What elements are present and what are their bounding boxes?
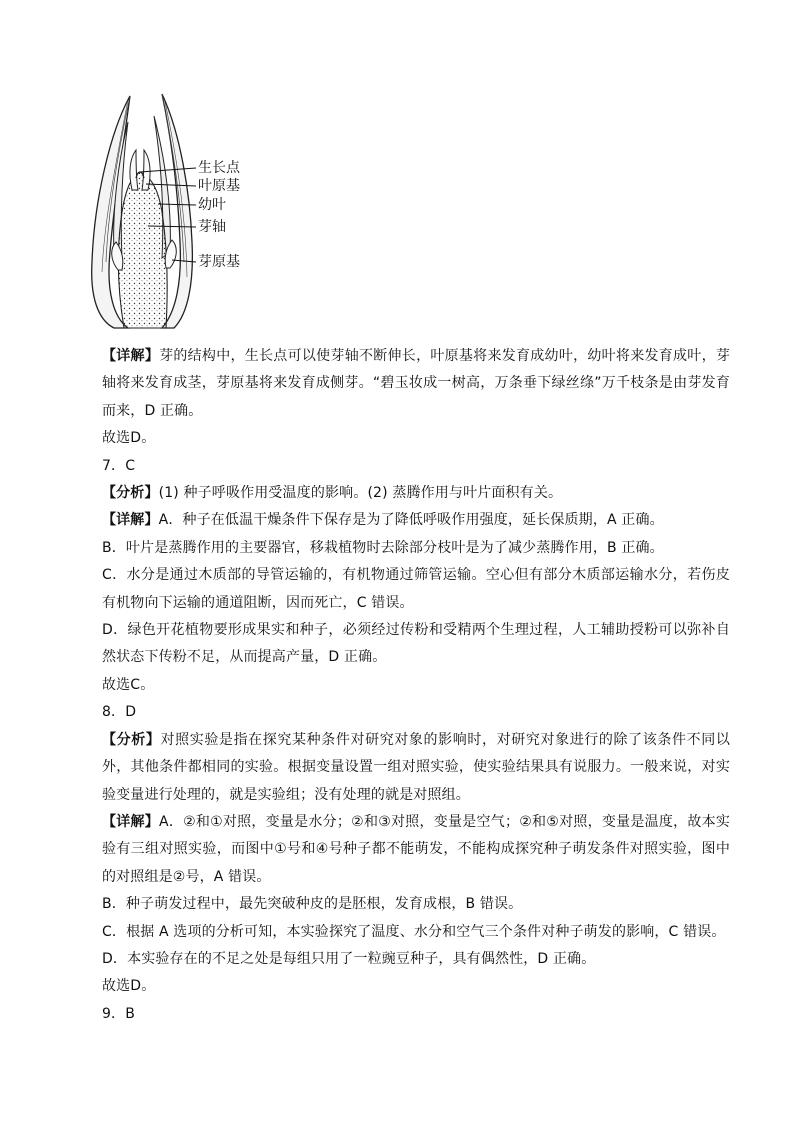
question-answer: 7．C — [102, 457, 136, 474]
label-leaf-primordium: 叶原基 — [198, 178, 240, 194]
label-bud-axis: 芽轴 — [198, 219, 226, 235]
label-bud-primordium: 芽原基 — [198, 254, 240, 270]
bud-structure-drawing — [88, 92, 288, 332]
paragraph: 【分析】(1) 种子呼吸作用受温度的影响。(2) 蒸腾作用与叶片面积有关。 — [102, 485, 563, 502]
paragraph: D．本实验存在的不足之处是每组只用了一粒豌豆种子，具有偶然性，D 正确。 — [102, 950, 596, 967]
label-young-leaf: 幼叶 — [198, 197, 226, 213]
paragraph: B．叶片是蒸腾作用的主要器官，移栽植物时去除部分枝叶是为了减少蒸腾作用，B 正确。 — [102, 539, 664, 556]
paragraph: 故选C。 — [102, 676, 155, 693]
paragraph: D．绿色开花植物要形成果实和种子，必须经过传粉和受精两个生理过程，人工辅助授粉可以弥补自然状态下传粉不足，从而提高产量，D 正确。 — [102, 622, 730, 666]
paragraph: 故选D。 — [102, 978, 156, 995]
paragraph: C．根据 A 选项的分析可知，本实验探究了温度、水分和空气三个条件对种子萌发的影响，C 错误。 — [102, 923, 726, 940]
bud-structure-figure — [88, 92, 288, 332]
paragraph: 故选D。 — [102, 430, 156, 447]
paragraph: B．种子萌发过程中，最先突破种皮的是胚根，发育成根，B 错误。 — [102, 896, 523, 913]
question-answer: 8．D — [102, 704, 137, 721]
paragraph: 【详解】A．种子在低温干燥条件下保存是为了降低呼吸作用强度，延长保质期，A 正确。 — [102, 512, 664, 529]
paragraph: 【详解】芽的结构中，生长点可以使芽轴不断伸长，叶原基将来发育成幼叶，幼叶将来发育成叶，芽轴将来发育成茎，芽原基将来发育成侧芽。“碧玉妆成一树高，万条垂下绿丝绦”万千枝条是由芽发育而来，D 正确。 — [102, 348, 730, 419]
paragraph: 【详解】A．②和①对照，变量是水分；②和③对照，变量是空气；②和⑤对照，变量是温度，故本实验有三组对照实验，而图中①号和④号种子都不能萌发，不能构成探究种子萌发条件对照实验，图中的对照组是②号，A 错误。 — [102, 813, 730, 885]
answer-text — [102, 343, 730, 1028]
paragraph: 【分析】对照实验是指在探究某种条件对研究对象的影响时，对研究对象进行的除了该条件不同以外，其他条件都相同的实验。根据变量设置一组对照实验，使实验结果具有说服力。一般来说，对实验变量进行处理的，就是实验组；没有处理的就是对照组。 — [102, 731, 730, 803]
question-answer: 9．B — [102, 1005, 135, 1022]
paragraph: C．水分是通过木质部的导管运输的，有机物通过筛管运输。空心但有部分木质部运输水分，若伤皮有机物向下运输的通道阻断，因而死亡，C 错误。 — [102, 567, 730, 611]
label-growth-point: 生长点 — [198, 160, 240, 176]
